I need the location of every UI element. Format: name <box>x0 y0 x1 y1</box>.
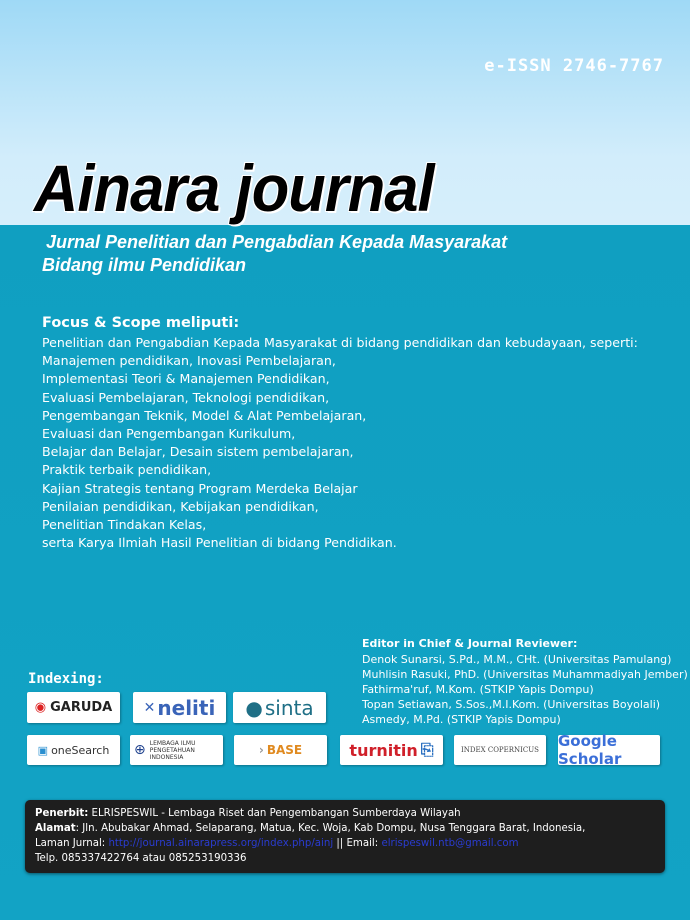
subtitle-field: Bidang ilmu Pendidikan <box>42 255 247 275</box>
base-logo[interactable]: › BASE <box>234 735 327 765</box>
focus-line: Pengembangan Teknik, Model & Alat Pembelajaran, <box>42 407 367 423</box>
publisher-footer <box>25 800 665 873</box>
editor: Denok Sunarsi, S.Pd., M.M., CHt. (Universitas Pamulang) <box>362 653 672 666</box>
logo-text: INDEX COPERNICUS <box>461 746 539 754</box>
email-label: || Email: <box>333 838 382 849</box>
logo-text: BASE <box>266 743 303 757</box>
focus-line: Penelitian dan Pengabdian Kepada Masyarakat di bidang pendidikan dan kebudayaan, seperti: <box>42 335 638 350</box>
neliti-logo[interactable]: ✕ neliti <box>133 692 226 723</box>
garuda-logo[interactable]: ◉ GARUDA <box>27 692 120 723</box>
logo-text: neliti <box>157 695 216 720</box>
focus-line: Praktik terbaik pendidikan, <box>42 462 212 478</box>
focus-line: Manajemen pendidikan, Inovasi Pembelajaran, <box>42 353 336 369</box>
logo-text: LEMBAGA ILMU PENGETAHUAN INDONESIA <box>149 739 196 761</box>
editor: Asmedy, M.Pd. (STKIP Yapis Dompu) <box>362 713 561 726</box>
focus-line: serta Karya Ilmiah Hasil Penelitian di bidang Pendidikan. <box>42 535 397 551</box>
publisher-label: Penerbit: <box>35 808 89 819</box>
sinta-logo[interactable]: ● sinta <box>233 692 326 723</box>
focus-line: Penilaian pendidikan, Kebijakan pendidikan, <box>42 498 319 514</box>
onesearch-logo[interactable]: ▣ oneSearch <box>27 735 120 765</box>
issn: e-ISSN 2746-7767 <box>484 56 664 76</box>
subtitle: Jurnal Penelitian dan Pengabdian Kepada Masyarakat <box>46 232 508 252</box>
logo-text: turnitin <box>349 740 418 760</box>
logo-text: Google Scholar <box>558 732 622 768</box>
focus-line: Implementasi Teori & Manajemen Pendidikan, <box>42 371 330 387</box>
editor: Fathirma'ruf, M.Kom. (STKIP Yapis Dompu) <box>362 683 594 696</box>
journal-title: Ainara journal <box>34 151 434 225</box>
logo-text: sinta <box>264 695 314 720</box>
focus-heading: Focus & Scope meliputi: <box>42 315 240 331</box>
phone: Telp. 085337422764 atau 085253190336 <box>35 853 247 864</box>
focus-line: Kajian Strategis tentang Program Merdeka Belajar <box>42 480 358 496</box>
journal-link[interactable]: http://journal.ainarapress.org/index.php/ainj <box>108 838 334 849</box>
focus-line: Evaluasi dan Pengembangan Kurikulum, <box>42 426 296 442</box>
site-label: Laman Jurnal: <box>35 838 109 849</box>
indexing-heading: Indexing: <box>28 671 104 687</box>
editor-list <box>362 652 688 727</box>
publisher: ELRISPESWIL - Lembaga Riset dan Pengembangan Sumberdaya Wilayah <box>88 808 461 819</box>
lipi-logo[interactable]: ⊕ LEMBAGA ILMU PENGETAHUAN INDONESIA <box>130 735 223 765</box>
editor-heading: Editor in Chief & Journal Reviewer: <box>362 637 578 650</box>
email-link[interactable]: elrispeswil.ntb@gmail.com <box>381 838 519 849</box>
google-scholar-logo[interactable] <box>558 732 660 768</box>
address: : Jln. Abubakar Ahmad, Selaparang, Matua, Kec. Woja, Kab Dompu, Nusa Tenggara Barat, Indonesia, <box>75 823 586 834</box>
editor: Muhlisin Rasuki, PhD. (Universitas Muhammadiyah Jember) <box>362 668 688 681</box>
focus-line: Penelitian Tindakan Kelas, <box>42 517 207 533</box>
logo-text: oneSearch <box>51 743 110 757</box>
turnitin-logo[interactable]: turnitin ⎘ <box>340 735 443 765</box>
focus-line: Belajar dan Belajar, Desain sistem pembelajaran, <box>42 444 354 460</box>
focus-list <box>42 334 638 552</box>
logo-text: GARUDA <box>50 700 113 715</box>
focus-line: Evaluasi Pembelajaran, Teknologi pendidikan, <box>42 389 330 405</box>
address-label: Alamat <box>35 823 76 834</box>
editor: Topan Setiawan, S.Sos.,M.I.Kom. (Universitas Boyolali) <box>362 698 661 711</box>
copernicus-logo[interactable] <box>454 735 546 765</box>
